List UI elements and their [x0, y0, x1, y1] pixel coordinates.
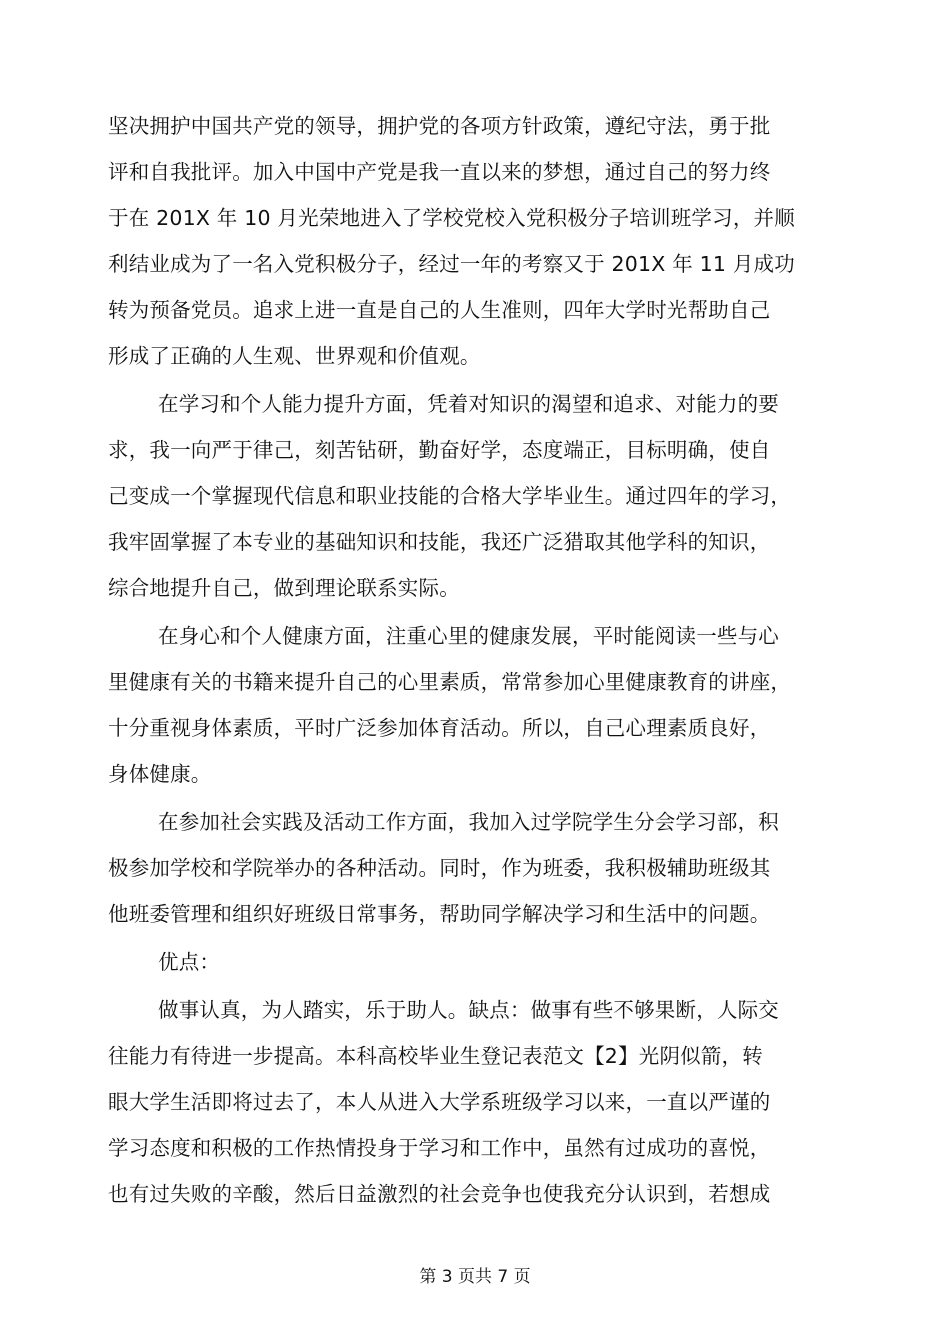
paragraph-first-line: 在学习和个人能力提升方面，凭着对知识的渴望和追求、对能力的要: [158, 392, 779, 416]
text-line: 评和自我批评。加入中国中产党是我一直以来的梦想，通过自己的努力终: [108, 160, 771, 184]
text-line: 形成了正确的人生观、世界观和价值观。: [108, 344, 481, 368]
text-line: 己变成一个掌握现代信息和职业技能的合格大学毕业生。通过四年的学习，: [108, 484, 792, 508]
text-line: 求，我一向严于律己，刻苦钻研，勤奋好学，态度端正，目标明确，使自: [108, 438, 771, 462]
text-line: 转为预备党员。追求上进一直是自己的人生准则，四年大学时光帮助自己: [108, 298, 771, 322]
text-line: 坚决拥护中国共产党的领导，拥护党的各项方针政策，遵纪守法，勇于批: [108, 114, 771, 138]
paragraph-first-line: 在参加社会实践及活动工作方面，我加入过学院学生分会学习部，积: [158, 810, 779, 834]
page-number-footer: 第 3 页共 7 页: [419, 1267, 531, 1287]
section-label-strengths: 优点：: [158, 950, 221, 974]
text-line: 往能力有待进一步提高。本科高校毕业生登记表范文【2】光阴似箭，转: [108, 1044, 763, 1068]
text-line: 利结业成为了一名入党积极分子，经过一年的考察又于 201X 年 11 月成功: [108, 252, 795, 276]
text-line: 综合地提升自己，做到理论联系实际。: [108, 576, 460, 600]
text-line: 也有过失败的辛酸，然后日益激烈的社会竞争也使我充分认识到，若想成: [108, 1182, 771, 1206]
text-line: 身体健康。: [108, 762, 212, 786]
text-line: 于在 201X 年 10 月光荣地进入了学校党校入党积极分子培训班学习，并顺: [108, 206, 795, 230]
text-line: 他班委管理和组织好班级日常事务，帮助同学解决学习和生活中的问题。: [108, 902, 771, 926]
text-line: 学习态度和积极的工作热情投身于学习和工作中，虽然有过成功的喜悦，: [108, 1136, 771, 1160]
text-line: 十分重视身体素质，平时广泛参加体育活动。所以，自己心理素质良好，: [108, 716, 771, 740]
text-line: 里健康有关的书籍来提升自己的心里素质，常常参加心里健康教育的讲座，: [108, 670, 792, 694]
paragraph-first-line: 做事认真，为人踏实，乐于助人。缺点：做事有些不够果断，人际交: [158, 998, 779, 1022]
text-line: 极参加学校和学院举办的各种活动。同时，作为班委，我积极辅助班级其: [108, 856, 771, 880]
text-line: 我牢固掌握了本专业的基础知识和技能，我还广泛猎取其他学科的知识，: [108, 530, 771, 554]
paragraph-first-line: 在身心和个人健康方面，注重心里的健康发展，平时能阅读一些与心: [158, 624, 779, 648]
text-line: 眼大学生活即将过去了，本人从进入大学系班级学习以来，一直以严谨的: [108, 1090, 771, 1114]
